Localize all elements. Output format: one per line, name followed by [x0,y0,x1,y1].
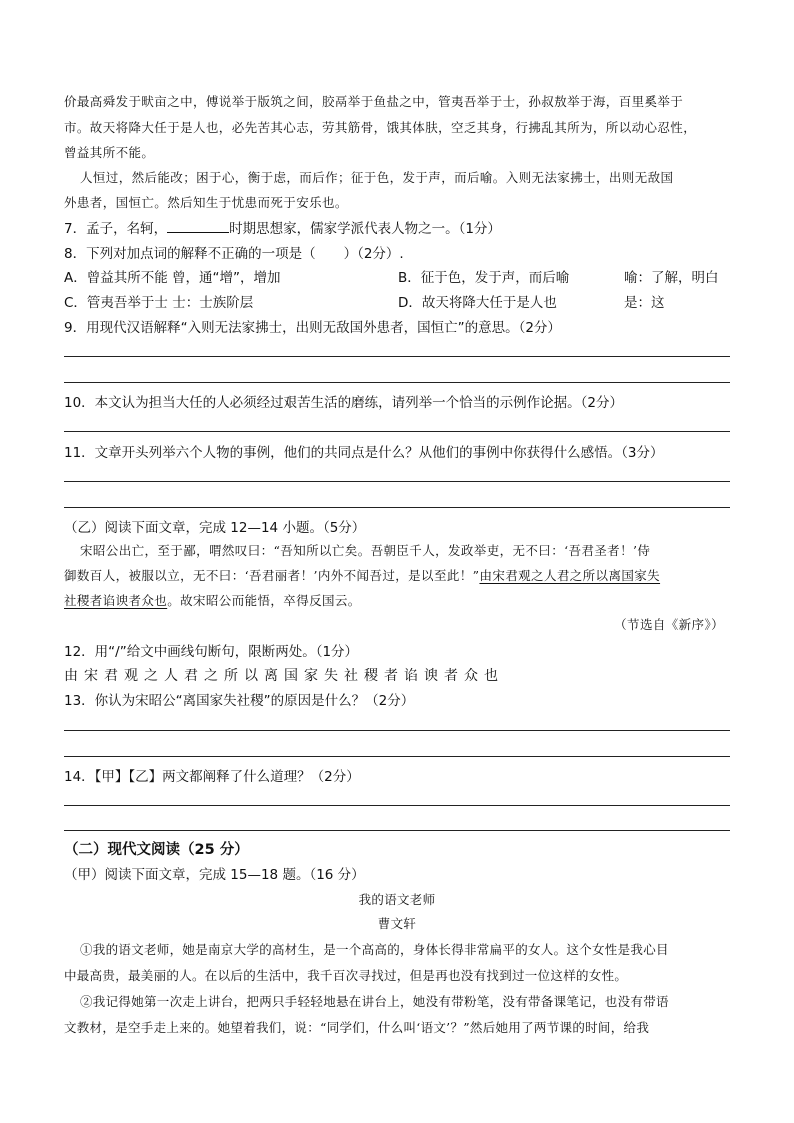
paragraph-2-line-2: 文教材，是空手走上来的。她望着我们，说：“同学们，什么叫‘语文’？”然后她用了两节课的时间，给我 [64,1020,650,1035]
question-11: 11．文章开头列举六个人物的事例，他们的共同点是什么？从他们的事例中你获得什么感悟。（3分） [64,445,664,461]
question-13: 13．你认为宋昭公“离国家失社稷”的原因是什么？（2分） [64,693,415,709]
answer-line[interactable] [64,805,730,806]
answer-line[interactable] [64,356,730,357]
source-note: （节选自《新序》） [614,617,724,632]
classic-text-line-2: 市。故天将降大任于是人也，必先苦其心志，劳其筋骨，饿其体肤，空乏其身，行拂乱其所为，所以动心忍性， [64,120,697,135]
fill-blank[interactable] [167,220,229,233]
classic-text-line-1: 价最高舜发于畎亩之中，傅说举于版筑之间，胶鬲举于鱼盐之中，管夷吾举于士，孙叔敖举于海，百里奚举于 [64,94,684,109]
option-a[interactable]: A．曾益其所不能 曾，通“增”，增加 [64,270,281,286]
classic-text-line-3: 曾益其所不能。 [64,145,155,160]
article-author: 曹文轩 [377,916,417,931]
option-row-1 [64,266,730,286]
yi-text-line-2: 御数百人，被服以立，无不曰：‘吾君丽者！’内外不闻吾过，是以至此！”由宋君观之人君之所以离国家失 [64,568,661,583]
answer-line[interactable] [64,507,730,508]
option-d-note: 是：这 [624,295,665,311]
option-row-2 [64,291,730,311]
article-title: 我的语文老师 [358,892,436,907]
segmentation-text[interactable]: 由宋君观之人君之所以离国家失社稷者谄谀者众也 [64,668,504,684]
question-8: 8．下列对加点词的解释不正确的一项是（ ）（2分）. [64,246,404,262]
yi-instructions: （乙）阅读下面文章，完成 12—14 小题。（5分） [64,520,366,536]
classic-text-line-4: 人恒过，然后能改；困于心，衡于虑，而后作；征于色，发于声，而后喻。入则无法家拂士，出则无敌国 [80,170,674,185]
option-d[interactable]: D．故天将降大任于是人也 [398,295,557,311]
answer-line[interactable] [64,382,730,383]
paragraph-2-line-1: ②我记得她第一次走上讲台，把两只手轻轻地悬在讲台上，她没有带粉笔，没有带备课笔记，也没有带语 [80,994,669,1009]
underlined-sentence: 由宋君观之人君之所以离国家失 [479,568,661,583]
answer-line[interactable] [64,756,730,757]
option-b[interactable]: B．征于色，发于声，而后喻 [398,270,570,286]
question-12: 12．用“/”给文中画线句断句，限断两处。（1分） [64,644,359,660]
classic-text-line-5: 外患者，国恒亡。然后知生于忧患而死于安乐也。 [64,195,348,210]
answer-line[interactable] [64,481,730,482]
yi-text-line-3: 社稷者谄谀者众也。故宋昭公而能悟，卒得反国云。 [64,593,361,608]
yi-text-line-1: 宋昭公出亡，至于鄙，喟然叹曰：“吾知所以亡矣。吾朝臣千人，发政举吏，无不曰：‘吾君圣者！’侍 [80,543,651,558]
section-heading: （二）现代文阅读（25 分） [64,842,249,858]
answer-line[interactable] [64,431,730,432]
question-7: 7．孟子，名轲， 时期思想家，儒家学派代表人物之一。（1分） [64,221,501,237]
paragraph-1-line-2: 中最高贵，最美丽的人。在以后的生活中，我千百次寻找过，但是再也没有找到过一位这样的女性。 [64,968,628,983]
paragraph-1-line-1: ①我的语文老师，她是南京大学的高材生，是一个高高的，身体长得非常扁平的女人。这个女性是我心目 [80,942,669,957]
option-c[interactable]: C．管夷吾举于士 士：士族阶层 [64,295,254,311]
question-10: 10．本文认为担当大任的人必须经过艰苦生活的磨练，请列举一个恰当的示例作论据。（2分） [64,395,624,411]
question-9: 9．用现代汉语解释“入则无法家拂士，出则无敌国外患者，国恒亡”的意思。（2分） [64,320,561,336]
question-14: 14．【甲】【乙】两文都阐释了什么道理？（2分） [64,769,360,785]
answer-line[interactable] [64,830,730,831]
answer-line[interactable] [64,730,730,731]
underlined-sentence-cont: 社稷者谄谀者众也 [64,593,168,608]
section-instructions: （甲）阅读下面文章，完成 15—18 题。（16 分） [64,867,365,883]
option-b-note: 喻：了解，明白 [624,270,719,286]
